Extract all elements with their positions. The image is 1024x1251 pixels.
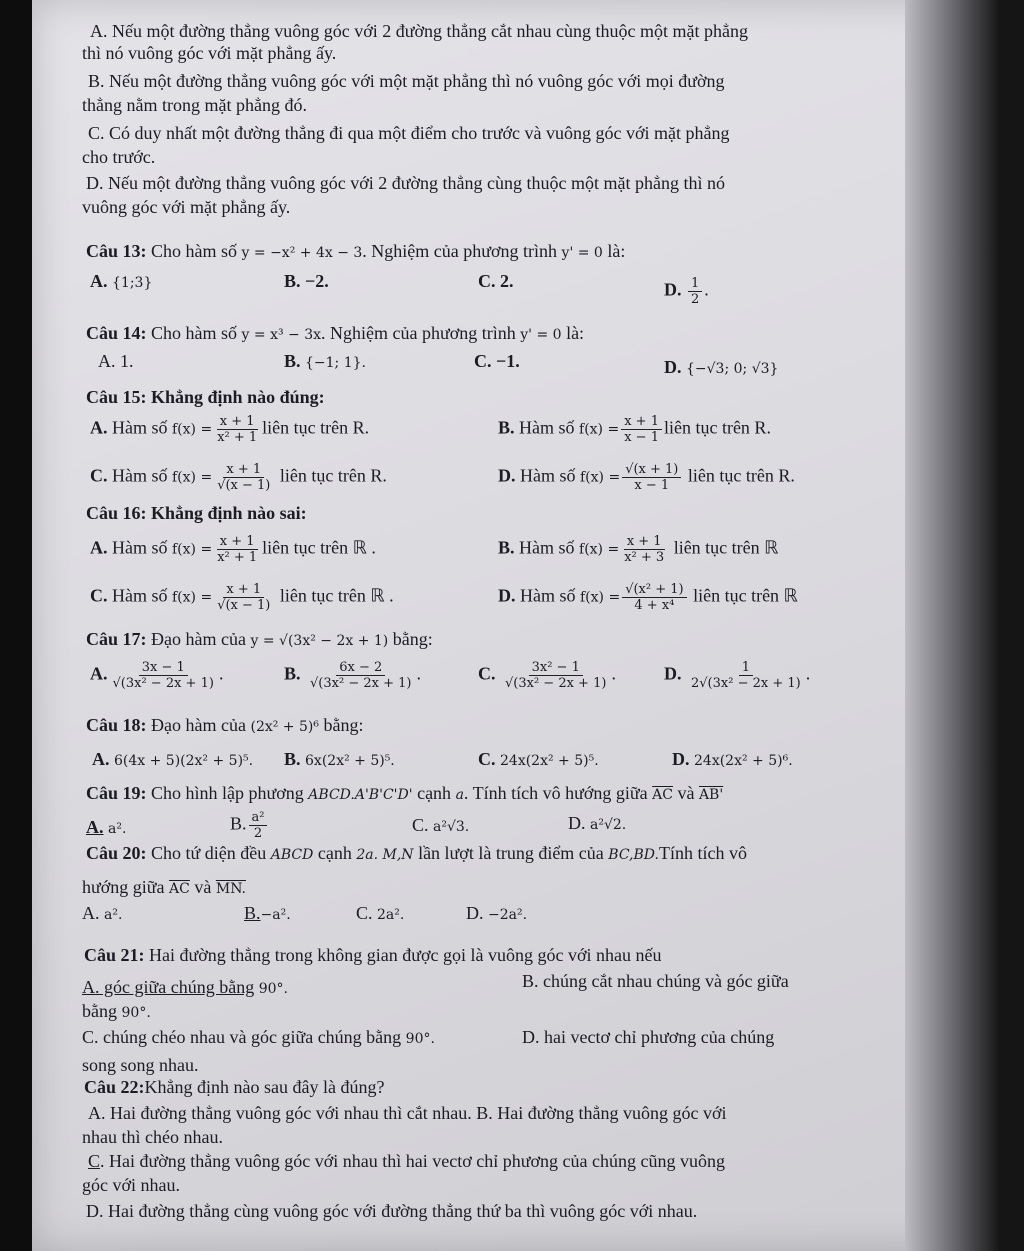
q15-option-c: C. Hàm số f(x) = $\frac{x + 1}{√(x - 1)}$ liên tục trên R. bbox=[90, 462, 387, 493]
q21-option-b: B. chúng cắt nhau chúng và góc giữa bbox=[522, 971, 789, 991]
q13-label: Câu 13: bbox=[86, 241, 147, 261]
q13-text3: là: bbox=[607, 241, 626, 261]
q17-option-c: C. $\frac{\text{3x² − 1}}{\text{√(3x² − 2x + 1)}}$ . bbox=[478, 660, 616, 691]
q15-option-b: B. Hàm số f(x) = $\frac{x + 1}{x - 1}$ liên tục trên R. bbox=[498, 414, 771, 445]
q13-option-c: C. 2. bbox=[478, 271, 514, 291]
q14-stem: Câu 14: Cho hàm số y = x³ − 3x. Nghiệm của phương trình y' = 0 là: bbox=[86, 323, 585, 343]
q14-option-b: B. {−1; 1}. bbox=[284, 351, 366, 371]
q14-option-d: D. {−√3; 0; √3} bbox=[664, 357, 779, 377]
q15-option-a: A. Hàm số f(x) = $\frac{x + 1}{\text{x² + 1}}$ liên tục trên R. bbox=[90, 414, 370, 445]
q19-option-a: A. a². bbox=[86, 817, 127, 837]
q17-option-a: A. $\frac{3x - 1}{\text{√(3x² − 2x + 1)}}$ . bbox=[90, 660, 224, 691]
q21-stem: Câu 21: Hai đường thẳng trong không gian được gọi là vuông góc với nhau nếu bbox=[84, 945, 662, 965]
q22-option-b-cont: nhau thì chéo nhau. bbox=[82, 1127, 223, 1147]
q13-stem bbox=[86, 240, 625, 264]
q20-stem: Câu 20: Cho tứ diện đều ABCD cạnh 2a. M,N lần lượt là trung điểm của BC,BD.Tính tích vô bbox=[86, 843, 747, 863]
q13-option-b: B. −2. bbox=[284, 271, 329, 291]
q12-option-a-cont: thì nó vuông góc với mặt phẳng ấy. bbox=[82, 43, 337, 63]
q18-option-a: A. 6(4x + 5)(2x² + 5)⁵. bbox=[92, 749, 254, 769]
q22-stem: Câu 22:Khẳng định nào sau đây là đúng? bbox=[84, 1077, 385, 1097]
q21-option-a: A. góc giữa chúng bằng 90°. bbox=[82, 977, 288, 997]
q13-text2: . Nghiệm của phương trình bbox=[362, 241, 558, 261]
q12-option-d-cont: vuông góc với mặt phẳng ấy. bbox=[82, 197, 291, 217]
q22-option-c: C. Hai đường thẳng vuông góc với nhau thì hai vectơ chỉ phương của chúng cũng vuông bbox=[88, 1151, 725, 1171]
q19-option-d: D. a²√2. bbox=[568, 813, 627, 833]
q17-option-d: D. $\frac{1}{\text{2√(3x² − 2x + 1)}}$ . bbox=[664, 660, 811, 691]
q18-option-d: D. 24x(2x² + 5)⁶. bbox=[672, 749, 793, 769]
q15-option-d: D. Hàm số f(x) = $\frac{√(x + 1)}{x - 1}$ liên tục trên R. bbox=[498, 462, 795, 493]
q17-option-b: B. $\frac{6x - 2}{\text{√(3x² − 2x + 1)}}$ . bbox=[284, 660, 421, 691]
q17-stem: Câu 17: Đạo hàm của y = √(3x² − 2x + 1) bằng: bbox=[86, 629, 433, 649]
q22-option-d: D. Hai đường thẳng cùng vuông góc với đường thẳng thứ ba thì vuông góc với nhau. bbox=[86, 1201, 698, 1221]
q16-stem: Câu 16: Khẳng định nào sai: bbox=[86, 503, 307, 523]
q14-option-a: A. 1. bbox=[98, 351, 134, 371]
q18-stem: Câu 18: Đạo hàm của (2x² + 5)⁶ bằng: bbox=[86, 715, 364, 735]
q20-option-c: C. 2a². bbox=[356, 903, 405, 923]
q12-option-c: C. Có duy nhất một đường thẳng đi qua một điểm cho trước và vuông góc với mặt phẳng bbox=[88, 123, 730, 143]
q13-equation: y' = 0 bbox=[561, 245, 603, 261]
q20-stem-cont: hướng giữa $\overline{AC}$ và MN. bbox=[82, 877, 246, 897]
q16-option-c: C. Hàm số f(x) = $\frac{x + 1}{√(x - 1)}$ liên tục trên ℝ . bbox=[90, 582, 394, 613]
q15-stem: Câu 15: Khẳng định nào đúng: bbox=[86, 387, 325, 407]
q14-label: Câu 14: bbox=[86, 323, 147, 343]
q20-option-d: D. −2a². bbox=[466, 903, 528, 923]
background-edge bbox=[905, 0, 1024, 1251]
q12-option-c-cont: cho trước. bbox=[82, 147, 156, 167]
q18-option-b: B. 6x(2x² + 5)⁵. bbox=[284, 749, 395, 769]
q19-option-b: B. $\frac{\text{a²}}{2}$ bbox=[230, 810, 269, 841]
q18-option-c: C. 24x(2x² + 5)⁵. bbox=[478, 749, 599, 769]
q21-option-c: C. chúng chéo nhau và góc giữa chúng bằng 90°. bbox=[82, 1027, 435, 1047]
q12-option-b-cont: thẳng nằm trong mặt phẳng đó. bbox=[82, 95, 307, 115]
q21-option-b-cont: bằng 90°. bbox=[82, 1001, 151, 1021]
q12-option-d: D. Nếu một đường thẳng vuông góc với 2 đường thẳng cùng thuộc một mặt phẳng thì nó bbox=[86, 173, 725, 193]
q16-option-b: B. Hàm số f(x) = $\frac{x + 1}{\text{x² + 3}}$ liên tục trên ℝ bbox=[498, 534, 779, 565]
q12-option-b: B. Nếu một đường thẳng vuông góc với một mặt phẳng thì nó vuông góc với mọi đường bbox=[88, 71, 725, 91]
q13-option-d: D. $\frac{1}{2}$ . bbox=[664, 276, 709, 307]
q14-option-c: C. −1. bbox=[474, 351, 520, 371]
q21-option-d-cont: song song nhau. bbox=[82, 1055, 199, 1075]
q16-option-a: A. Hàm số f(x) = $\frac{x + 1}{\text{x² + 1}}$ liên tục trên ℝ . bbox=[90, 534, 376, 565]
q22-option-c-cont: góc với nhau. bbox=[82, 1175, 180, 1195]
q22-option-a: A. Hai đường thẳng vuông góc với nhau thì cắt nhau. B. Hai đường thẳng vuông góc với bbox=[88, 1103, 727, 1123]
q12-option-a: A. Nếu một đường thẳng vuông góc với 2 đường thẳng cắt nhau cùng thuộc một mặt phẳng bbox=[90, 21, 748, 41]
q19-option-c: C. a²√3. bbox=[412, 815, 470, 835]
q14-function: y = x³ − 3x bbox=[241, 327, 322, 343]
q21-option-d: D. hai vectơ chỉ phương của chúng bbox=[522, 1027, 775, 1047]
q13-text: Cho hàm số bbox=[151, 241, 238, 261]
q13-option-a: A. {1;3} bbox=[90, 271, 153, 291]
q13-function: y = −x² + 4x − 3 bbox=[241, 245, 363, 261]
q16-option-d: D. Hàm số f(x) = $\frac{\text{√(x² + 1)}}{\text{4 + x⁴}}$ liên tục trên ℝ bbox=[498, 582, 798, 613]
q20-option-b: B.−a². bbox=[244, 903, 291, 923]
q19-stem: Câu 19: Cho hình lập phương ABCD.A'B'C'D' cạnh a. Tính tích vô hướng giữa $\overline{AC}$ và AB' bbox=[86, 783, 724, 803]
q20-option-a: A. a². bbox=[82, 903, 123, 923]
